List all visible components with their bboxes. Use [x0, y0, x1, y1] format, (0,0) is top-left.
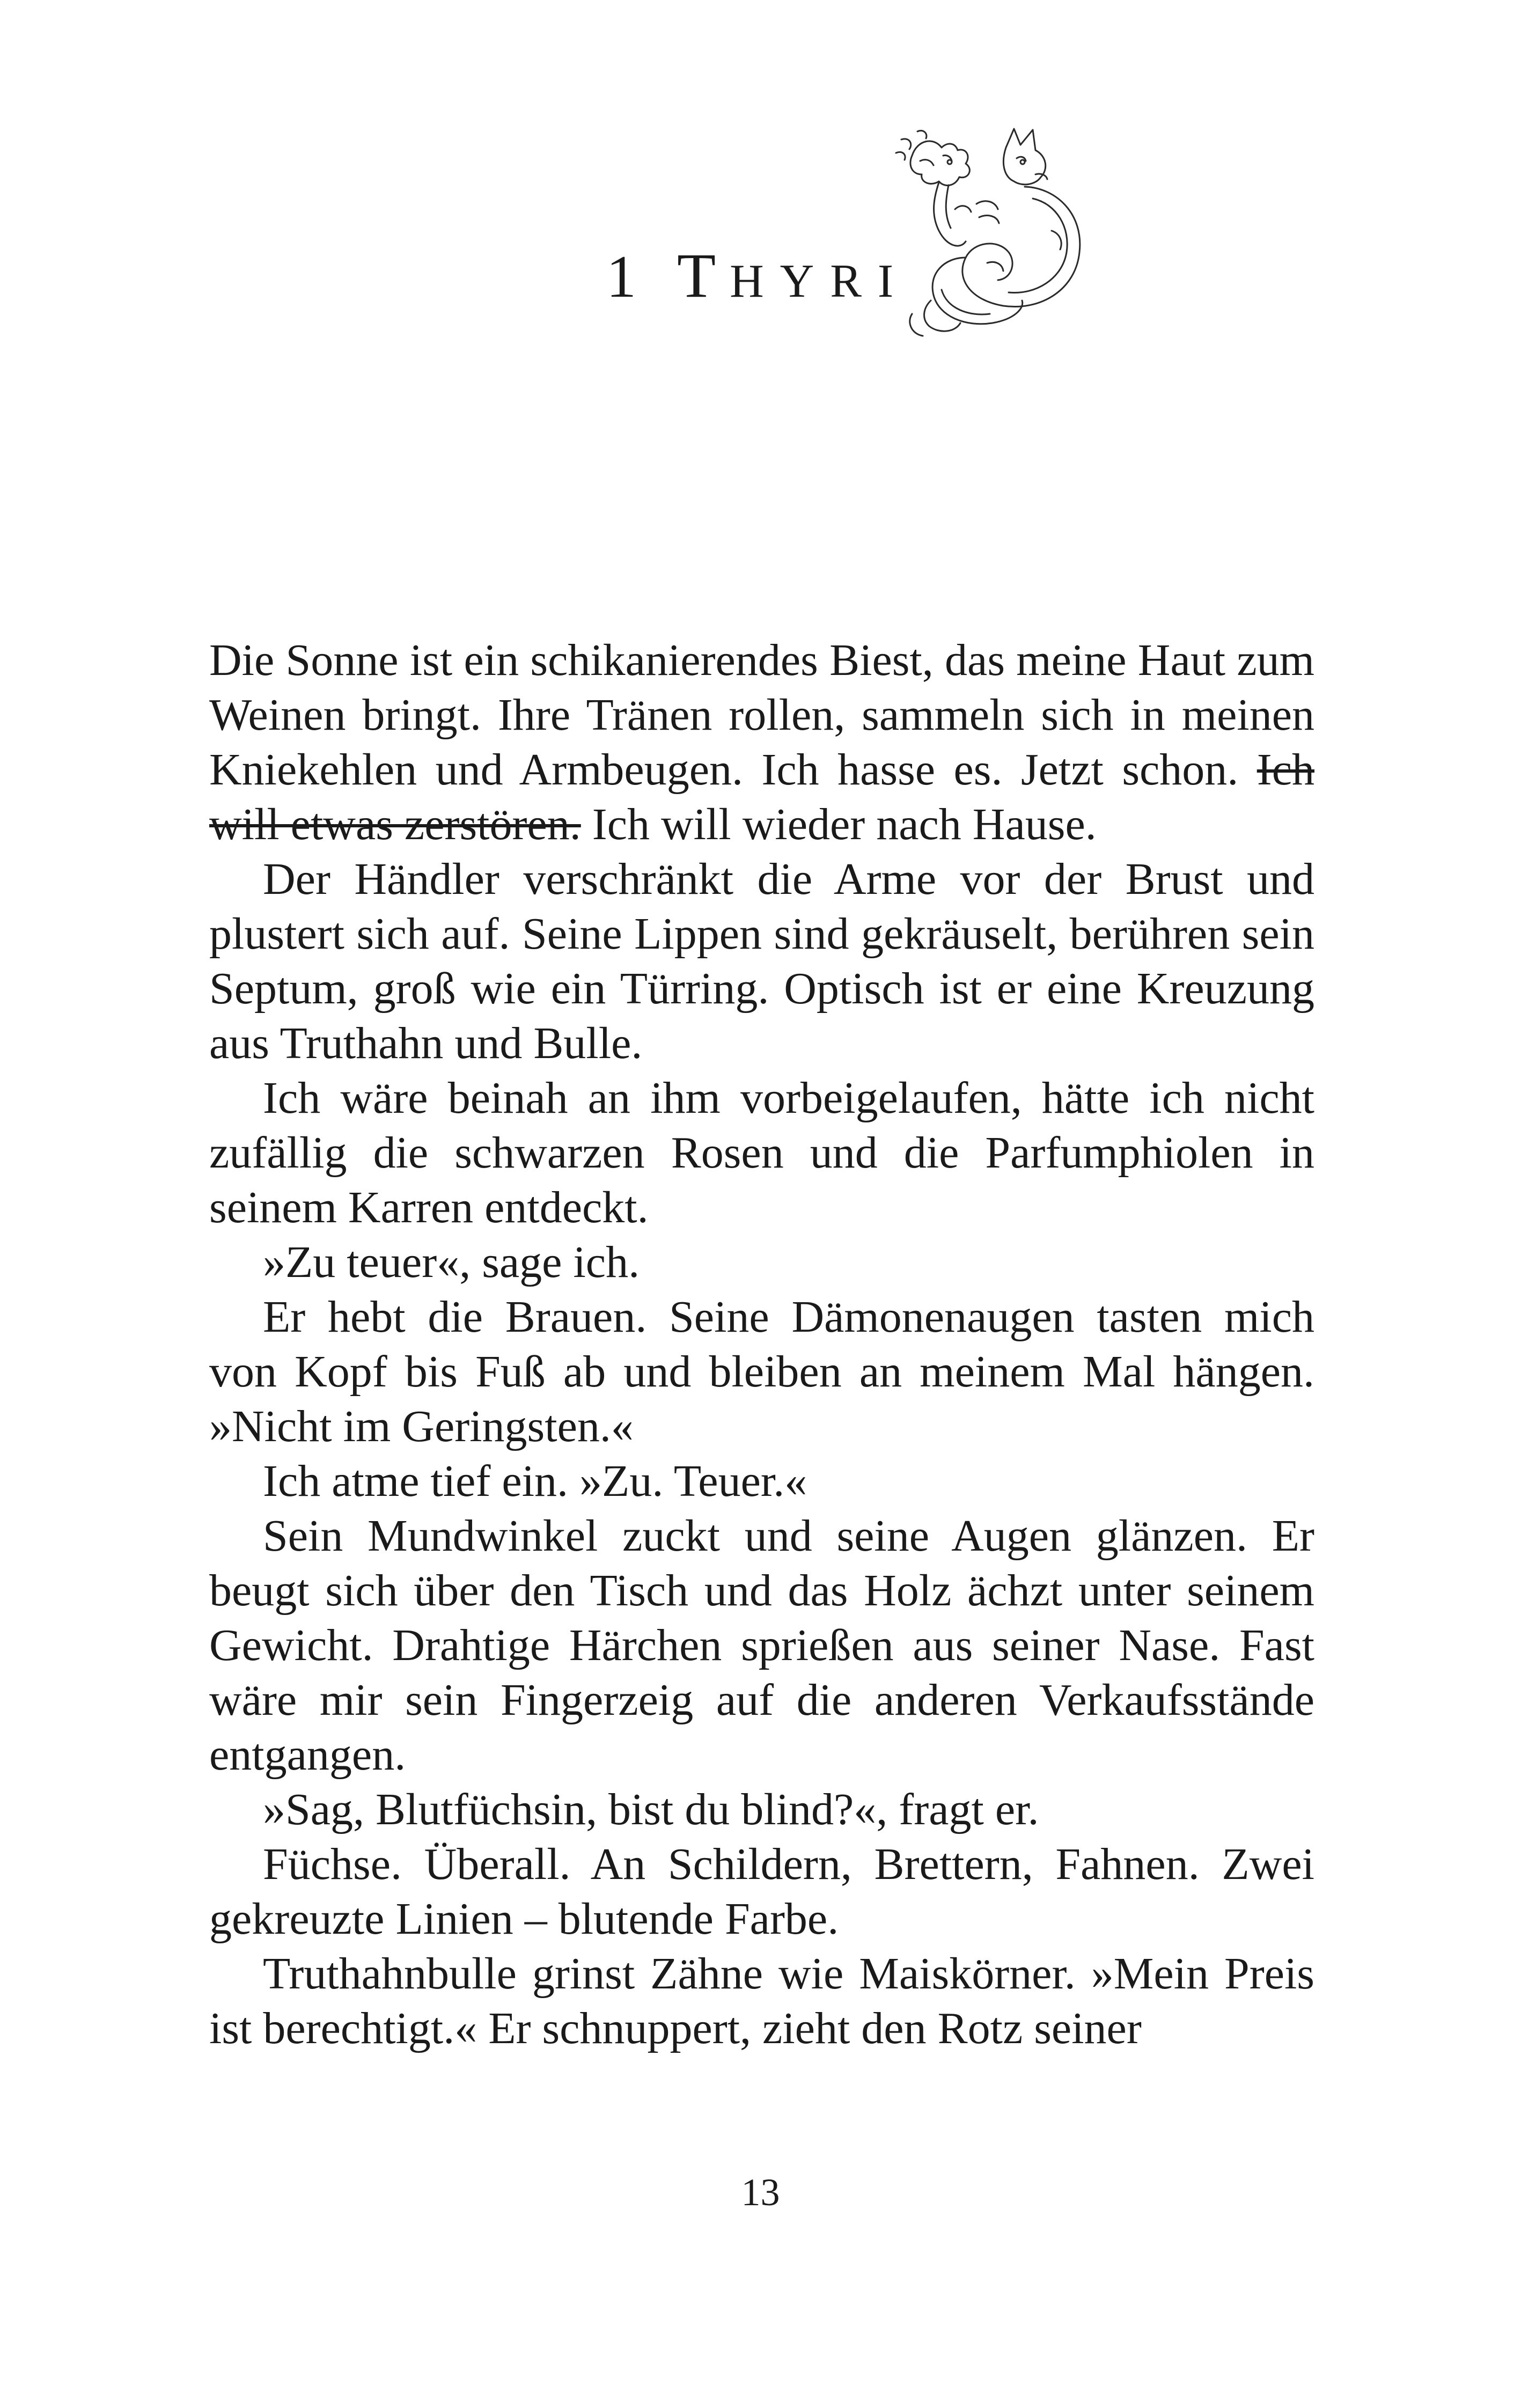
paragraph: »Sag, Blutfüchsin, bist du blind?«, fragt er. — [263, 1785, 1039, 1834]
paragraph: Sein Mundwinkel zuckt und seine Augen glänzen. Er beugt sich über den Tisch und das Holz ächzt unter seinem Gewicht. Drahtige Härchen sprießen aus seiner Nase. Fast wäre mir sein Fingerzeig auf die anderen Verkaufsstände entgangen. — [209, 1511, 1314, 1780]
paragraph-text: Ich will wieder nach Hause. — [581, 799, 1097, 849]
paragraph: Er hebt die Brauen. Seine Dämonenaugen tasten mich von Kopf bis Fuß ab und bleiben an meinem Mal hängen. »Nicht im Geringsten.« — [209, 1292, 1314, 1451]
paragraph-text: Die Sonne ist ein schikanierendes Biest, das meine Haut zum Weinen bringt. Ihre Tränen rollen, sammeln sich in meinen Kniekehlen und Armbeugen. Ich hasse es. Jetzt schon. — [209, 635, 1314, 795]
paragraph: Füchse. Überall. An Schildern, Brettern, Fahnen. Zwei gekreuzte Linien – blutende Farbe. — [209, 1839, 1314, 1944]
chapter-body — [209, 633, 1314, 2056]
chapter-number: 1 — [606, 244, 650, 310]
paragraph: Ich atme tief ein. »Zu. Teuer.« — [263, 1456, 807, 1506]
struck-through-text: Ich will etwas zerstören. — [209, 745, 1314, 849]
paragraph: Der Händler verschränkt die Arme vor der Brust und plustert sich auf. Seine Lippen sind gekräuselt, berühren sein Septum, groß wie ein Türring. Optisch ist er eine Kreuzung aus Truthahn und Bulle. — [209, 854, 1314, 1068]
paragraph: »Zu teuer«, sage ich. — [263, 1237, 640, 1287]
chapter-title-rest: HYRI — [730, 255, 910, 307]
fox-dragon-ornament-icon — [880, 123, 1105, 349]
chapter-title-initial: T — [677, 240, 730, 311]
paragraph — [209, 633, 1314, 852]
paragraph: Ich wäre beinah an ihm vorbeigelaufen, hätte ich nicht zufällig die schwarzen Rosen und die Parfumphiolen in seinem Karren entdeckt. — [209, 1073, 1314, 1232]
chapter-title — [677, 240, 910, 311]
chapter-heading — [606, 240, 910, 311]
page-number: 13 — [741, 2171, 780, 2214]
paragraph: Truthahnbulle grinst Zähne wie Maiskörner. »Mein Preis ist berechtigt.« Er schnuppert, zieht den Rotz seiner — [209, 1949, 1314, 2053]
